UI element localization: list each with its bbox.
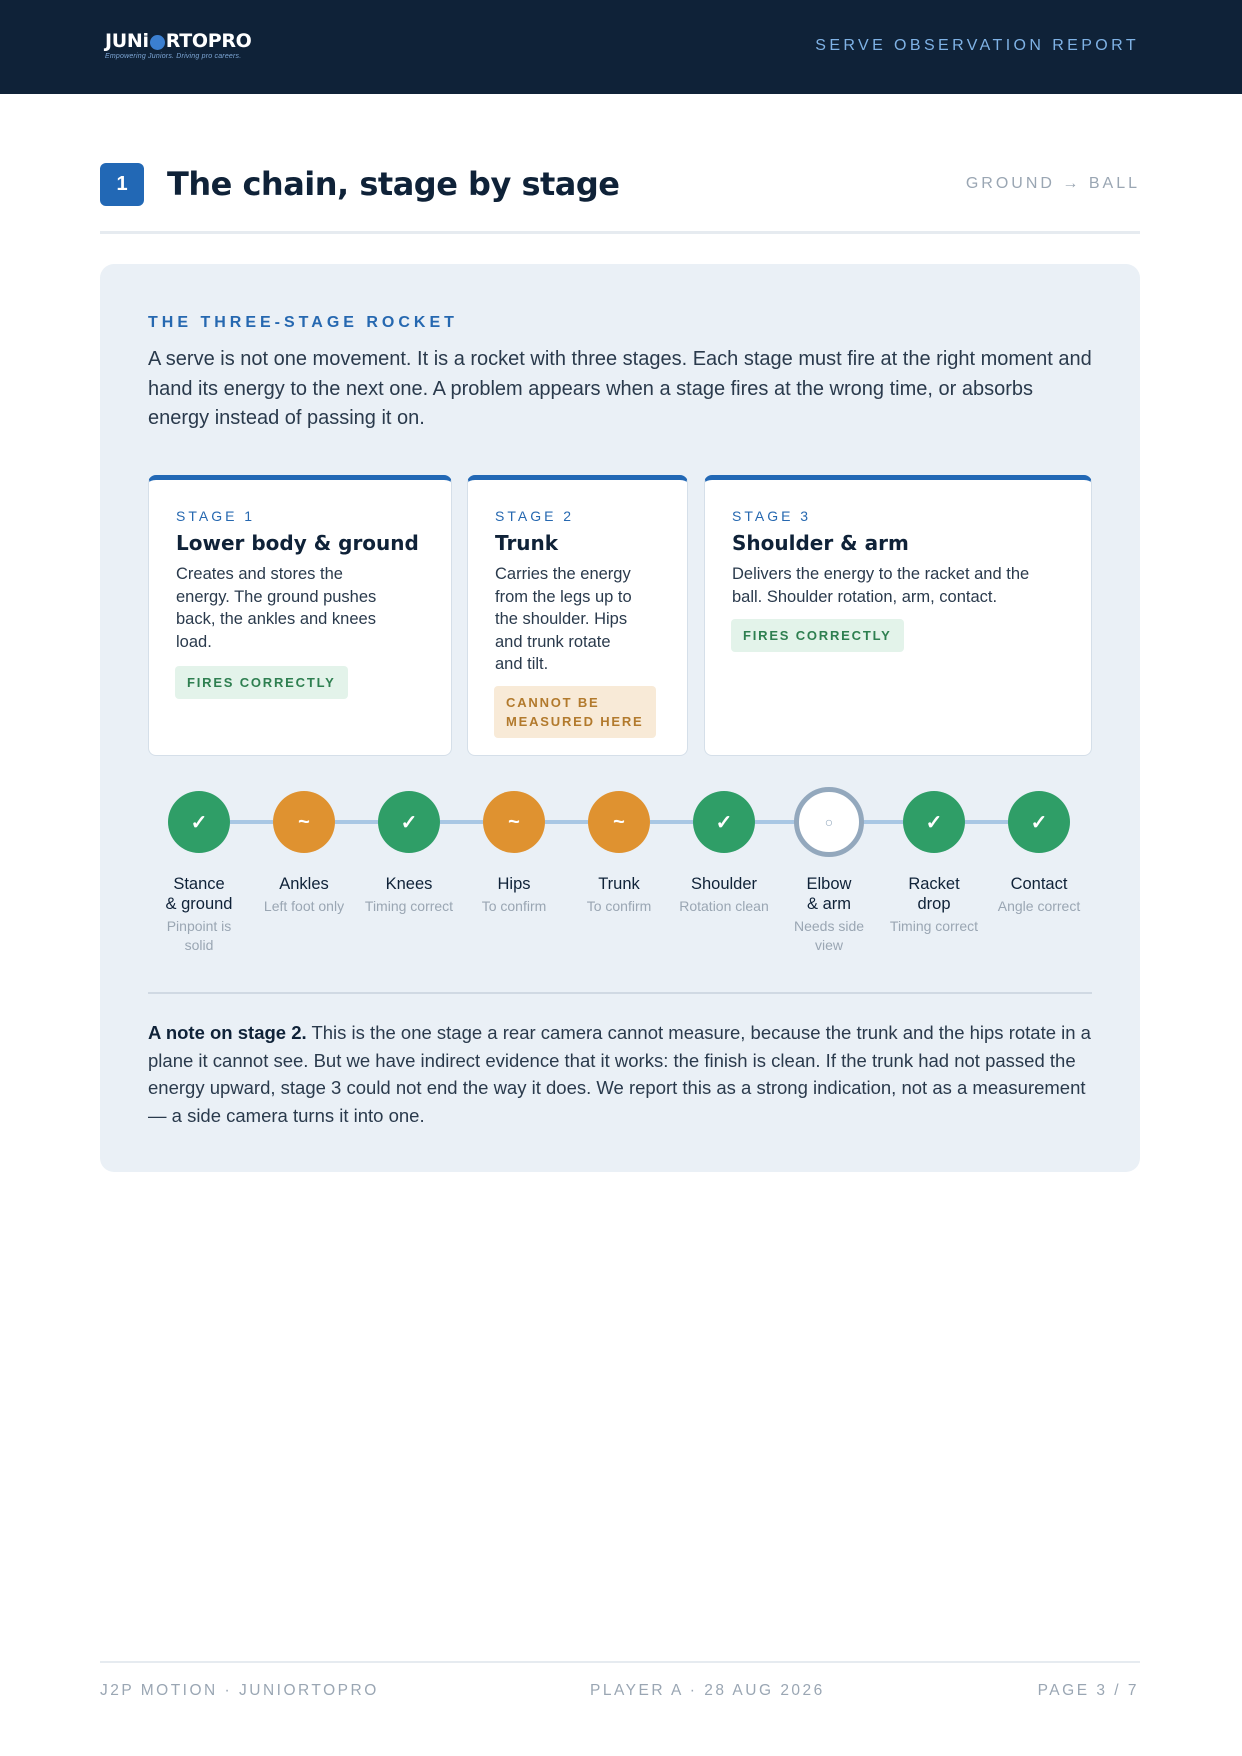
- chain-node-name-line: & arm: [806, 895, 851, 913]
- chain-connector: [650, 820, 693, 824]
- stage-label: STAGE 3: [732, 508, 812, 524]
- chain-node-status: [777, 917, 881, 955]
- chain-node-status: [987, 897, 1091, 916]
- section-title: The chain, stage by stage: [167, 165, 620, 203]
- chain-node-name-line: Trunk: [598, 875, 640, 893]
- stage-description: [732, 563, 1029, 608]
- chain-connector: [545, 820, 588, 824]
- chain-node-ok-icon: ✓: [693, 791, 755, 853]
- status-badge: FIRES CORRECTLY: [175, 666, 348, 699]
- stage-card-3: [704, 475, 1092, 756]
- chain-node-status: [357, 897, 461, 916]
- stage-name: Shoulder & arm: [732, 531, 909, 555]
- chain-node-open-icon: ○: [794, 787, 864, 857]
- chain-node-label: [147, 874, 251, 955]
- chain-node-label: [987, 874, 1091, 916]
- footer-divider: [100, 1661, 1140, 1663]
- chain-node-label: [882, 874, 986, 936]
- section-header: [100, 163, 1140, 233]
- chain-connector: [860, 820, 903, 824]
- stage-description: [176, 563, 376, 653]
- chain-node-status-line: Pinpoint is: [166, 918, 232, 934]
- stage-description-line: and tilt.: [495, 655, 549, 673]
- stage-label: STAGE 2: [495, 508, 575, 524]
- stage-description-line: load.: [176, 632, 212, 651]
- status-badge-line: CANNOT BE: [506, 695, 600, 710]
- rocket-panel: [100, 264, 1140, 1172]
- status-badge: FIRES CORRECTLY: [731, 619, 904, 652]
- chain-connector: [965, 820, 1008, 824]
- chain-node-status-line: Rotation clean: [679, 898, 769, 914]
- stage-description-line: Delivers the energy to the racket and the: [732, 565, 1030, 583]
- stage-description-line: Creates and stores the: [176, 565, 343, 583]
- chain-connector: [335, 820, 378, 824]
- chain-node-name-line: Hips: [497, 875, 531, 893]
- brand-logo: [105, 30, 252, 60]
- chain-node-status: [882, 917, 986, 936]
- chain-connector: [440, 820, 483, 824]
- chain-node-status-line: view: [814, 937, 843, 953]
- footer-right: PAGE 3 / 7: [1037, 1682, 1139, 1699]
- stage-name: Trunk: [495, 531, 559, 555]
- chain-node-name-line: Elbow: [806, 875, 852, 893]
- report-title: SERVE OBSERVATION REPORT: [815, 37, 1139, 54]
- stage-label: STAGE 1: [176, 508, 256, 524]
- tennis-ball-icon: [150, 35, 165, 50]
- stage-card-1: [148, 475, 452, 756]
- panel-eyebrow: THE THREE-STAGE ROCKET: [148, 314, 458, 331]
- status-badge-line: MEASURED HERE: [506, 714, 644, 729]
- chain-node-ok-icon: ✓: [168, 791, 230, 853]
- chain-node-status-line: Angle correct: [997, 898, 1081, 914]
- stage-description-line: energy. The ground pushes: [176, 587, 377, 606]
- footer-left: J2P MOTION · JUNIORTOPRO: [100, 1682, 379, 1699]
- footer-center: PLAYER A · 28 AUG 2026: [590, 1682, 825, 1699]
- section-divider: [100, 231, 1140, 234]
- note-lead: A note on stage 2.: [148, 1022, 307, 1043]
- chain-node-name-line: Ankles: [279, 875, 329, 893]
- panel-intro: A serve is not one movement. It is a rocket with three stages. Each stage must fire at the right moment and hand its energy to the next one. A problem appears when a stage fires at the wrong time, or absorbs energy instead of passing it on.: [148, 348, 1092, 429]
- section-range: GROUND → BALL: [965, 175, 1140, 192]
- chain-node-label: [252, 874, 356, 916]
- stage-description-line: Carries the energy: [495, 565, 631, 583]
- chain-connector: [230, 820, 273, 824]
- chain-node-name-line: Contact: [1010, 875, 1068, 893]
- chain-node-label: [357, 874, 461, 916]
- logo-text-right: RTOPRO: [165, 30, 252, 52]
- chain-node-label: [462, 874, 566, 916]
- chain-node-status-line: Left foot only: [263, 898, 345, 914]
- chain-node-warn-icon: ~: [273, 791, 335, 853]
- stage-2-note: [148, 1019, 1098, 1129]
- chain-node-status: [147, 917, 251, 955]
- note-body: This is the one stage a rear camera cannot measure, because the trunk and the hips rotate in a plane it cannot see. But we have indirect evidence that it works: the finish is clean. If the trunk had not passed the energy upward, stage 3 could not end the way it does. We report this as a strong indication, not as a measurement — a side camera turns it into one.: [148, 1022, 1091, 1126]
- panel-divider: [148, 992, 1092, 994]
- chain-node-name-line: Knees: [385, 875, 433, 893]
- chain-node-status: [252, 897, 356, 916]
- chain-node-name-line: Shoulder: [690, 875, 758, 893]
- chain-node-status: [672, 897, 776, 916]
- stage-description-line: back, the ankles and knees: [176, 610, 376, 628]
- chain-node-status-line: Timing correct: [364, 898, 454, 914]
- top-banner: [0, 0, 1242, 94]
- chain-node-status: [462, 897, 566, 916]
- chain-node-label: [777, 874, 881, 955]
- stage-name: Lower body & ground: [176, 531, 419, 555]
- chain-node-status: [567, 897, 671, 916]
- chain-node-label: [672, 874, 776, 916]
- brand-tagline: Empowering Juniors. Driving pro careers.: [105, 53, 242, 60]
- chain-node-name-line: Racket: [908, 875, 960, 893]
- chain-node-ok-icon: ✓: [1008, 791, 1070, 853]
- chain-node-name-line: Stance: [173, 875, 225, 893]
- stage-description-line: the shoulder. Hips: [495, 610, 628, 628]
- chain-node-warn-icon: ~: [588, 791, 650, 853]
- chain-connector: [755, 820, 798, 824]
- brand-logo-wordmark: [105, 30, 252, 52]
- status-badge: [494, 686, 656, 738]
- chain-node-warn-icon: ~: [483, 791, 545, 853]
- chain-node-status-line: To confirm: [481, 898, 547, 914]
- stage-description-line: ball. Shoulder rotation, arm, contact.: [732, 587, 998, 606]
- chain-node-ok-icon: ✓: [378, 791, 440, 853]
- chain-node-name-line: & ground: [165, 895, 233, 913]
- stage-description: [495, 563, 632, 676]
- stage-description-line: and trunk rotate: [495, 632, 611, 651]
- logo-text-left: JUNi: [105, 30, 149, 52]
- section-number-badge: 1: [100, 163, 144, 206]
- stage-card-2: [467, 475, 688, 756]
- chain-node-ok-icon: ✓: [903, 791, 965, 853]
- chain-node-label: [567, 874, 671, 916]
- chain-node-status-line: To confirm: [586, 898, 652, 914]
- chain-node-status-line: Needs side: [793, 918, 865, 934]
- chain-node-name-line: drop: [917, 895, 951, 913]
- stage-description-line: from the legs up to: [495, 587, 632, 606]
- chain-node-status-line: Timing correct: [889, 918, 979, 934]
- chain-node-status-line: solid: [184, 937, 214, 953]
